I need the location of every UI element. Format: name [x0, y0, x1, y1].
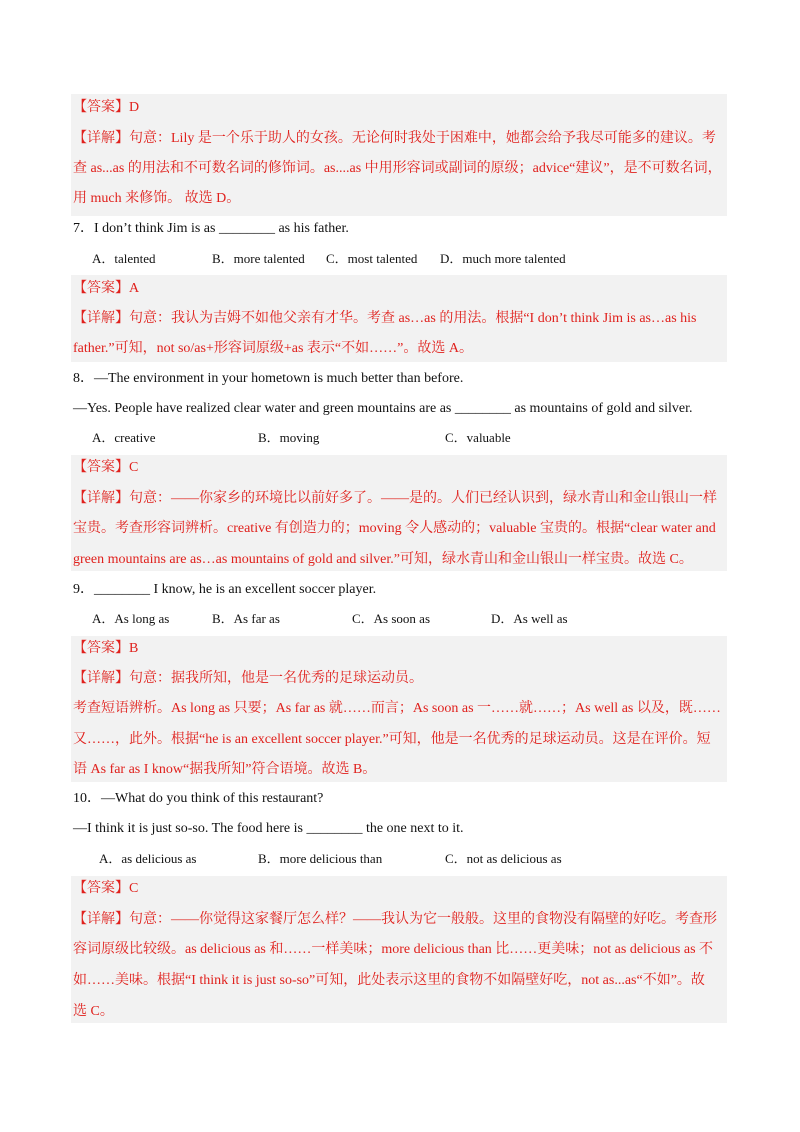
explain-line-q6-3: 用 much 来修饰。 故选 D。	[73, 191, 241, 206]
explain-line-q10-2: 容词原级比较级。as delicious as 和……一样美味；more delicious than 比……更美味；not as delicious as 不	[73, 942, 714, 957]
option-q10-c: C．not as delicious as	[445, 851, 562, 866]
option-q9-b: B．As far as	[212, 611, 280, 626]
explain-line-q9-4: 语 As far as I know“据我所知”符合语境。故选 B。	[73, 762, 377, 777]
explain-line-q6-2: 查 as...as 的用法和不可数名词的修饰词。as....as 中用形容词或副词的原级；advice“建议”，是不可数名词，	[73, 161, 722, 176]
option-q7-d: D．much more talented	[440, 251, 566, 266]
question-stem-q7: 7．I don’t think Jim is as ________ as his father.	[73, 221, 349, 236]
question-stem-q10-1: 10．—What do you think of this restaurant?	[73, 791, 324, 806]
option-q8-a: A．creative	[92, 430, 156, 445]
option-q9-c: C．As soon as	[352, 611, 431, 626]
answer-label-q6: 【答案】D	[73, 100, 140, 115]
question-stem-q8-2: —Yes. People have realized clear water and green mountains are as ________ as mountains of gold and silver.	[73, 401, 693, 416]
option-q7-c: C．most talented	[326, 251, 418, 266]
explain-line-q8-1: 【详解】句意：——你家乡的环境比以前好多了。——是的。人们已经认识到，绿水青山和金山银山一样	[73, 491, 717, 506]
option-q10-a: A．as delicious as	[99, 851, 197, 866]
explain-line-q8-2: 宝贵。考查形容词辨析。creative 有创造力的；moving 令人感动的；valuable 宝贵的。根据“clear water and	[73, 521, 716, 536]
answer-label-q10: 【答案】C	[73, 881, 139, 896]
option-q7-b: B．more talented	[212, 251, 305, 266]
question-stem-q8-1: 8．—The environment in your hometown is much better than before.	[73, 371, 464, 386]
option-q8-c: C．valuable	[445, 430, 511, 445]
explain-line-q10-1: 【详解】句意：——你觉得这家餐厅怎么样？——我认为它一般般。这里的食物没有隔壁的好吃。考查形	[73, 912, 717, 927]
answer-label-q9: 【答案】B	[73, 641, 139, 656]
explain-line-q7-1: 【详解】句意：我认为吉姆不如他父亲有才华。考查 as…as 的用法。根据“I don’t think Jim is as…as his	[73, 311, 697, 326]
option-q7-a: A．talented	[92, 251, 156, 266]
explain-line-q9-1: 【详解】句意：据我所知，他是一名优秀的足球运动员。	[73, 671, 423, 686]
explain-line-q9-2: 考查短语辨析。As long as 只要；As far as 就……而言；As soon as 一……就……；As well as 以及，既……	[73, 701, 721, 716]
option-q10-b: B．more delicious than	[258, 851, 383, 866]
question-stem-q9: 9．________ I know, he is an excellent soccer player.	[73, 582, 377, 597]
question-stem-q10-2: —I think it is just so-so. The food here is ________ the one next to it.	[73, 821, 464, 836]
explain-line-q9-3: 又……，此外。根据“he is an excellent soccer player.”可知，他是一名优秀的足球运动员。这是在评价。短	[73, 732, 711, 747]
answer-label-q8: 【答案】C	[73, 460, 139, 475]
answer-label-q7: 【答案】A	[73, 281, 140, 296]
explain-line-q6-1: 【详解】句意：Lily 是一个乐于助人的女孩。无论何时我处于困难中，她都会给予我尽可能多的建议。考	[73, 131, 716, 146]
explain-line-q7-2: father.”可知，not so/as+形容词原级+as 表示“不如……”。故选 A。	[73, 341, 473, 356]
option-q9-d: D．As well as	[491, 611, 568, 626]
option-q9-a: A．As long as	[92, 611, 170, 626]
option-q8-b: B．moving	[258, 430, 320, 445]
explain-line-q10-3: 如……美味。根据“I think it is just so-so”可知，此处表示这里的食物不如隔壁好吃，not as...as“不如”。故	[73, 973, 705, 988]
explain-line-q8-3: green mountains are as…as mountains of gold and silver.”可知，绿水青山和金山银山一样宝贵。故选 C。	[73, 552, 693, 567]
explain-line-q10-4: 选 C。	[73, 1004, 114, 1019]
